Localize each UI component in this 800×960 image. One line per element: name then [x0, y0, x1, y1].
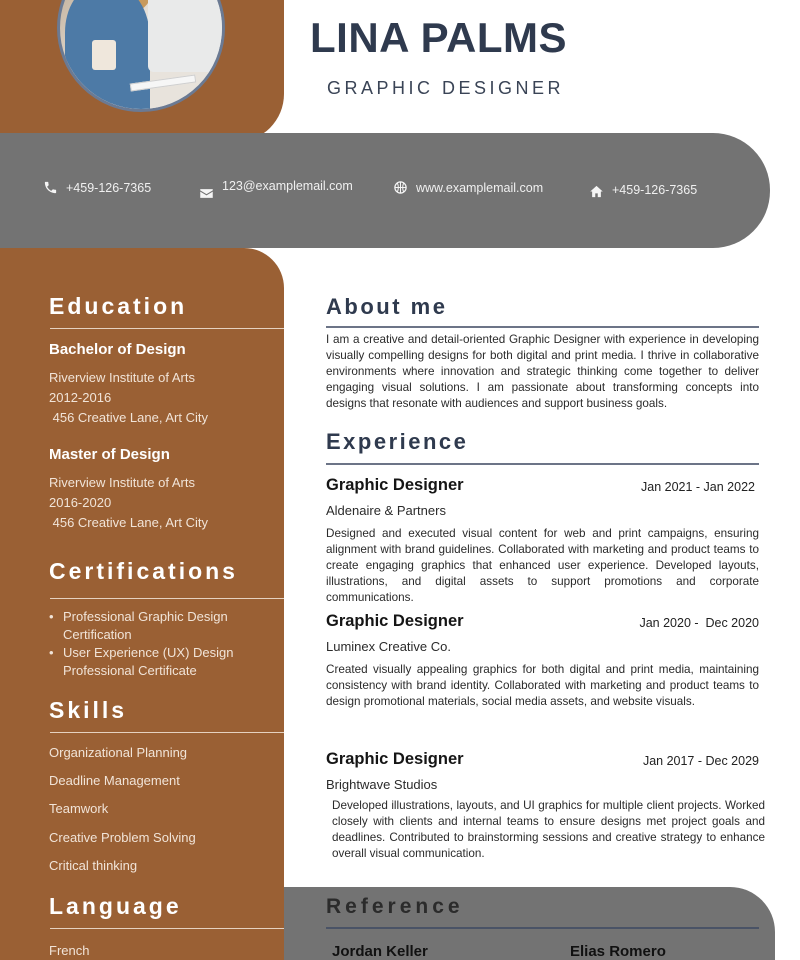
contact-phone[interactable] [43, 180, 151, 195]
about-text: I am a creative and detail-oriented Graphic Designer with experience in developing visually compelling designs for both digital and print media. I thrive in collaborative environments where innovation and strategic thinking come together to deliver engaging visual solutions. I am passionate about transforming concepts into designs that resonate with audiences and support business goals. [326, 333, 759, 410]
language-heading: Language [49, 893, 182, 919]
skill-item: Teamwork [49, 801, 109, 816]
contact-home-text: +459-126-7365 [612, 182, 698, 197]
home-icon [589, 184, 604, 199]
contact-website-text: www.examplemail.com [416, 180, 544, 195]
job-dates: Jan 2017 - Dec 2029 [642, 754, 759, 768]
education-divider [50, 328, 284, 329]
education-years: 2012-2016 [49, 390, 112, 405]
skills-heading: Skills [49, 697, 128, 723]
education-degree: Bachelor of Design [49, 341, 186, 358]
job-title: Graphic Designer [326, 612, 464, 630]
experience-heading: Experience [326, 429, 469, 454]
candidate-name: LINA PALMS [310, 14, 567, 61]
globe-icon [393, 180, 408, 195]
skill-item: Critical thinking [49, 858, 138, 873]
certifications-heading: Certifications [49, 558, 238, 584]
contact-phone-text: +459-126-7365 [66, 180, 152, 195]
about-divider [326, 326, 759, 328]
job-title: Graphic Designer [326, 476, 464, 494]
reference-name: Jordan Keller [332, 943, 428, 960]
skill-item: Organizational Planning [49, 745, 188, 760]
education-address: 456 Creative Lane, Art City [49, 515, 208, 530]
reference-divider [326, 927, 759, 929]
reference-name: Elias Romero [570, 943, 666, 960]
contact-email-text: 123@examplemail.com [222, 178, 353, 193]
education-school: Riverview Institute of Arts [49, 475, 195, 490]
certification-item: • Professional Graphic Design Certification [49, 608, 269, 644]
skill-item: Deadline Management [49, 773, 180, 788]
reference-panel [284, 887, 775, 960]
skill-item: Creative Problem Solving [49, 830, 196, 845]
language-divider [50, 928, 284, 929]
about-heading: About me [326, 294, 448, 319]
job-description: Designed and executed visual content for web and print campaigns, ensuring alignment with brand guidelines. Collaborated with marketing and product teams to create engaging graphics that enhanced user experience. Developed layouts, illustrations, and digital assets to support promotions and corporate communications. [326, 527, 759, 604]
reference-heading: Reference [326, 895, 464, 918]
profile-photo [57, 0, 225, 112]
certifications-list [49, 608, 269, 680]
certifications-divider [50, 598, 284, 599]
education-heading: Education [49, 293, 188, 319]
certification-item: • User Experience (UX) Design Professional Certificate [49, 644, 269, 680]
skills-divider [50, 732, 284, 733]
contact-email[interactable] [199, 176, 353, 201]
job-title: Graphic Designer [326, 750, 464, 768]
job-title-header: GRAPHIC DESIGNER [327, 78, 565, 98]
mail-icon [199, 186, 214, 201]
education-address: 456 Creative Lane, Art City [49, 410, 208, 425]
language-item: French [49, 943, 90, 958]
job-dates: Jan 2020 - Dec 2020 [639, 616, 759, 630]
contact-home[interactable] [589, 180, 697, 199]
header-photo-panel [0, 0, 284, 142]
contact-website[interactable] [393, 180, 543, 195]
job-dates: Jan 2021 - Jan 2022 [641, 480, 755, 494]
contact-band [0, 133, 770, 248]
education-degree: Master of Design [49, 446, 170, 463]
education-school: Riverview Institute of Arts [49, 370, 195, 385]
experience-divider [326, 463, 759, 465]
job-company: Luminex Creative Co. [326, 639, 451, 654]
education-years: 2016-2020 [49, 495, 112, 510]
job-description: Developed illustrations, layouts, and UI graphics for multiple client projects. Worked closely with clients and internal teams to ensure designs met project goals and deadlines. Contributed to brainstorming sessions and creative strategy to enhance overall visual communication. [332, 799, 765, 860]
phone-icon [43, 180, 58, 195]
job-description: Created visually appealing graphics for both digital and print media, maintaining consistency with brand identity. Collaborated with marketing and product teams to design promotional materials, social media assets, and website visuals. [326, 663, 759, 708]
job-company: Brightwave Studios [326, 777, 438, 792]
job-company: Aldenaire & Partners [326, 503, 446, 518]
